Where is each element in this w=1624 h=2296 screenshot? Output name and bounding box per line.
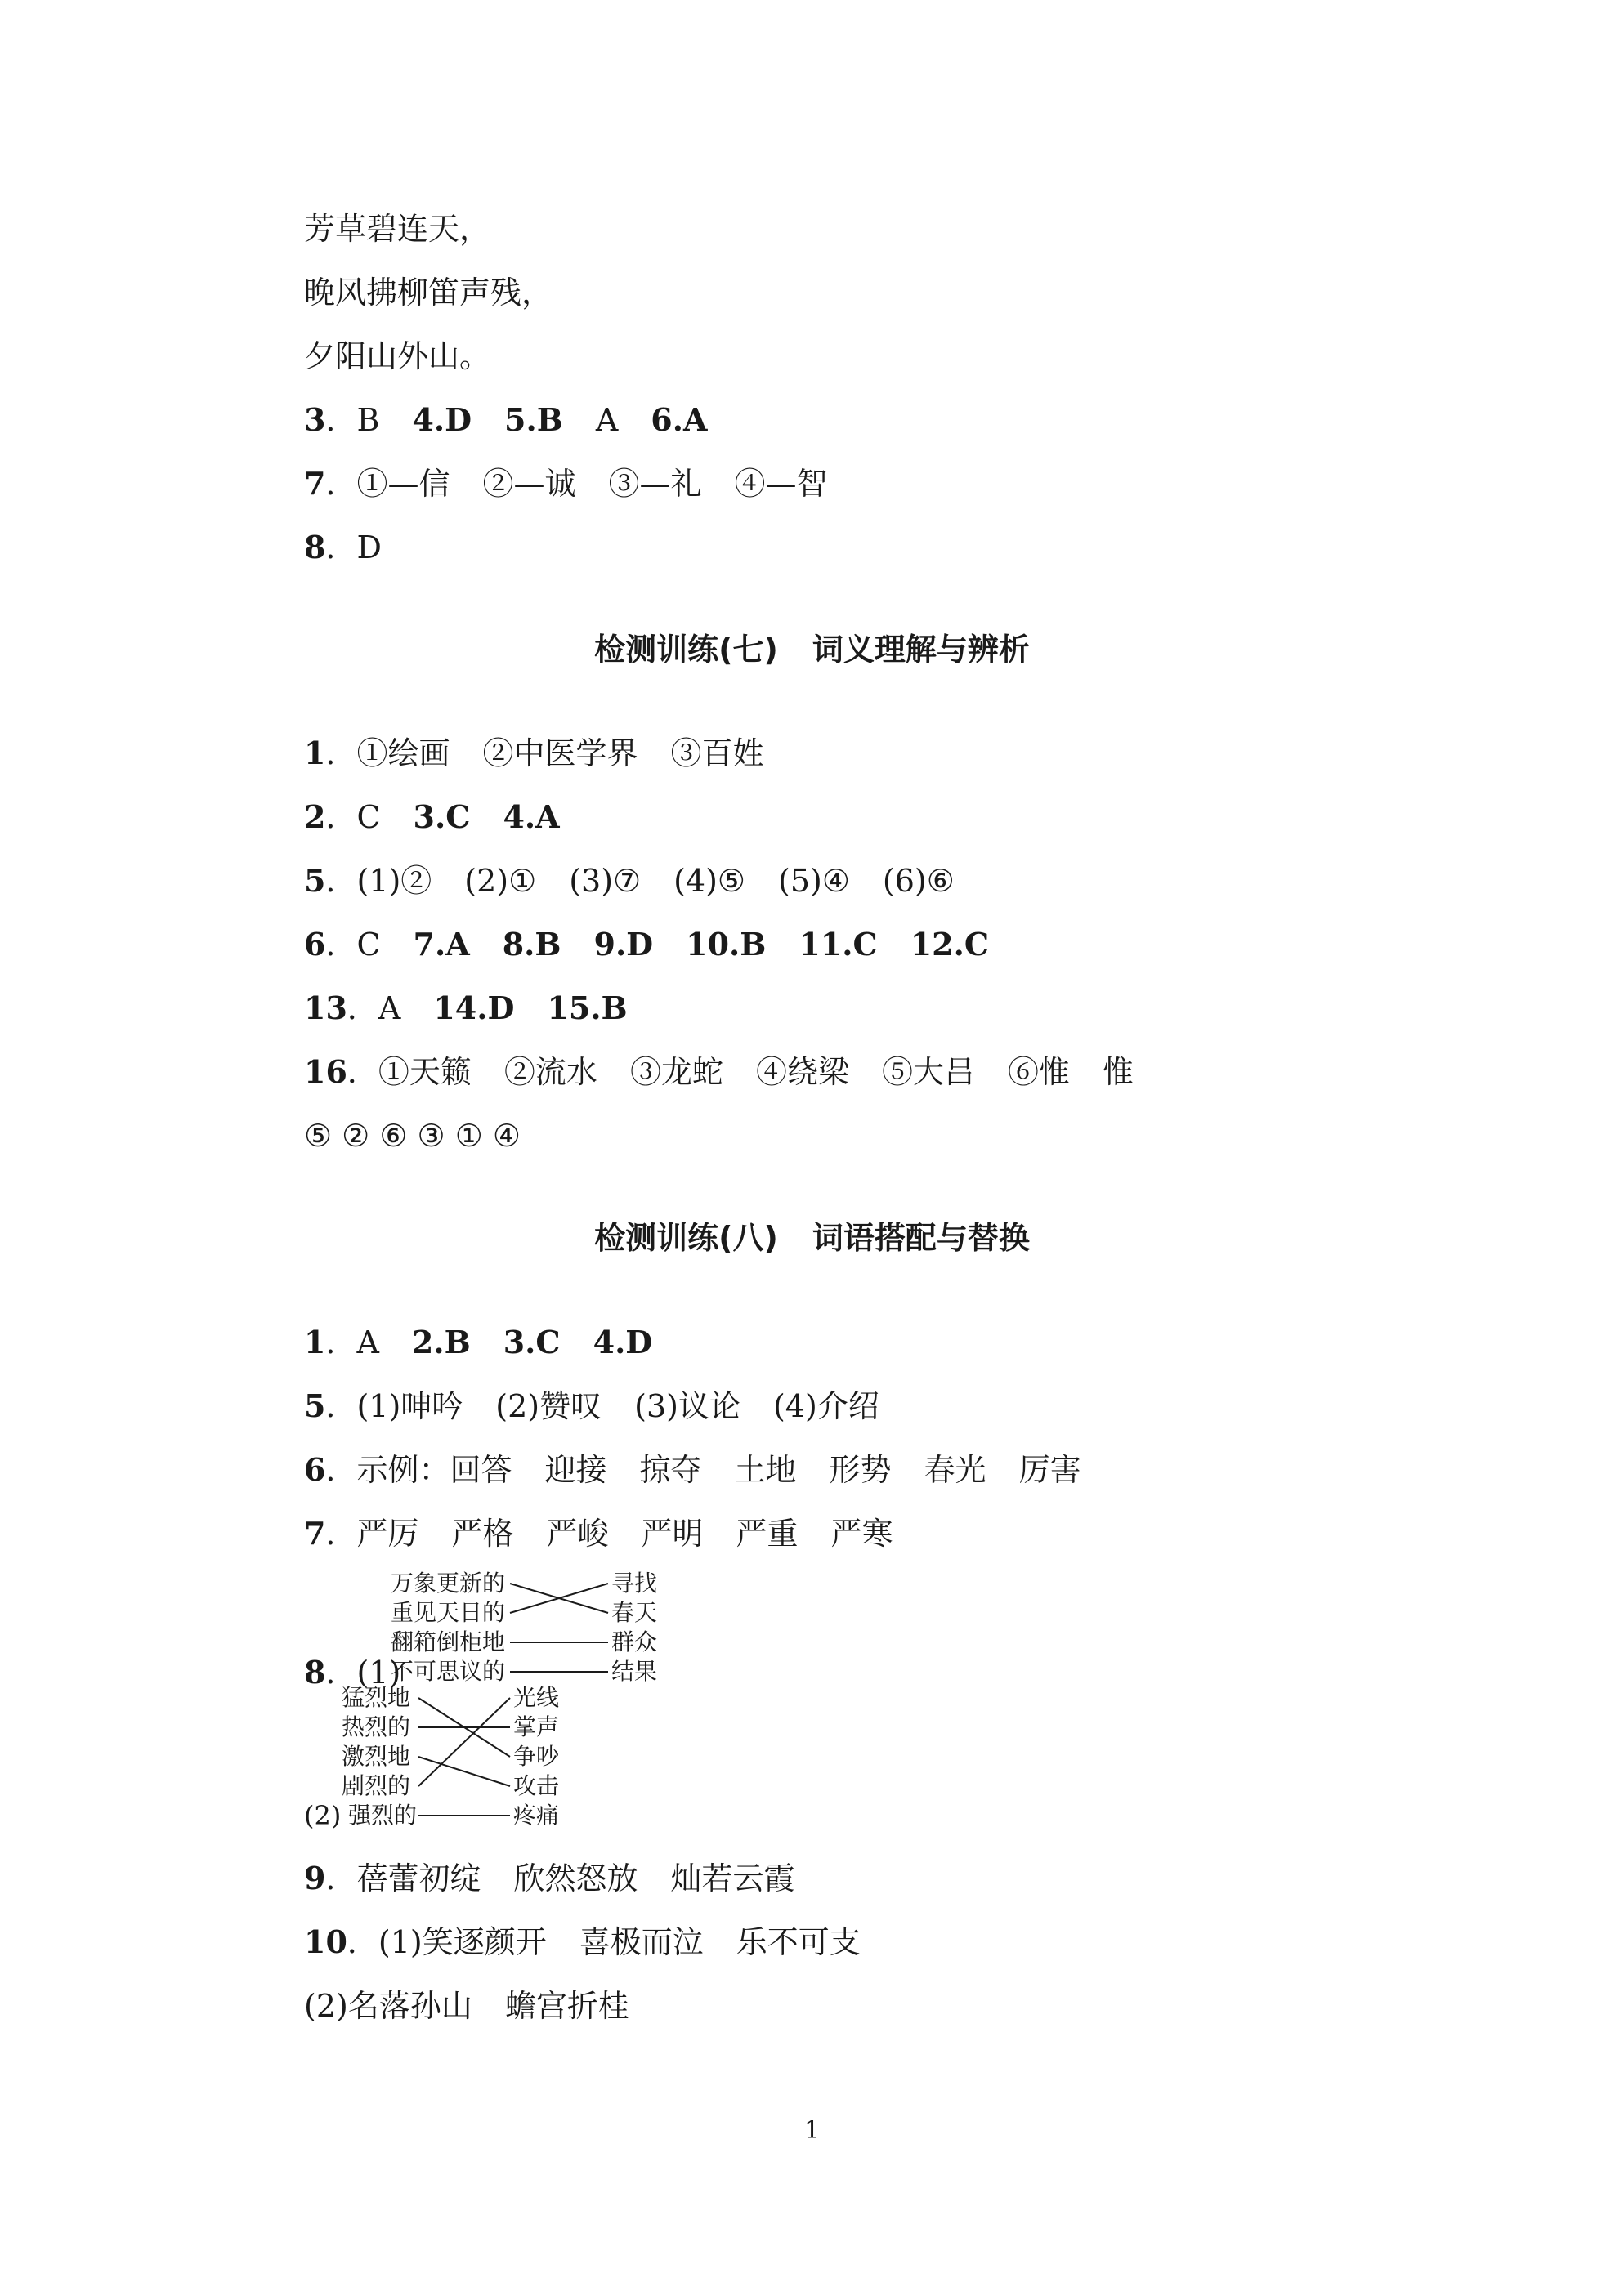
match-left-2-5: 强烈的 (348, 1802, 418, 1829)
match-left-2-1: 猛烈地 (342, 1684, 411, 1711)
match-line (418, 1698, 510, 1786)
answer-row-7-q13: 13．A 14.D 15.B (304, 989, 628, 1026)
match-lines-1 (391, 1570, 669, 1693)
poem-line-1: 芳草碧连天， (304, 211, 491, 247)
match-right-1-2: 春天 (611, 1599, 658, 1626)
answer-row-8-q6: 6．示例：回答 迎接 掠夺 土地 形势 春光 厉害 (304, 1451, 1081, 1488)
match-right-1-3: 群众 (611, 1628, 658, 1655)
section-heading-7: 检测训练(七) 词义理解与辨析 (594, 632, 1030, 668)
match-right-1-1: 寻找 (611, 1570, 658, 1597)
answer-row-8-q8: 8．(1) (304, 1654, 401, 1691)
match-right-2-5: 疼痛 (513, 1802, 560, 1829)
answer-row-q8: 8．D (304, 529, 382, 565)
match-left-2-3: 激烈地 (342, 1743, 411, 1770)
match-right-2-4: 攻击 (513, 1772, 560, 1799)
match-left-2-2: 热烈的 (342, 1713, 411, 1740)
match-right-2-1: 光线 (513, 1684, 560, 1711)
answer-row-8-q1: 1．A 2.B 3.C 4.D (304, 1324, 653, 1360)
answer-row-8-q5: 5．(1)呻吟 (2)赞叹 (3)议论 (4)介绍 (304, 1387, 879, 1424)
answer-row-8-q7: 7．严厉 严格 严峻 严明 严重 严寒 (304, 1515, 893, 1552)
answer-row-8-q9: 9．蓓蕾初绽 欣然怒放 灿若云霞 (304, 1860, 795, 1896)
match-right-2-3: 争吵 (513, 1743, 560, 1770)
poem-line-2: 晚风拂柳笛声残， (304, 275, 553, 310)
answer-row-7-q16-order: ⑤ ② ⑥ ③ ① ④ (304, 1118, 521, 1154)
answer-row-7-q16: 16．①天籁 ②流水 ③龙蛇 ④绕梁 ⑤大吕 ⑥惟 惟 (304, 1053, 1134, 1090)
match-right-2-2: 掌声 (513, 1713, 560, 1740)
match-right-1-4: 结果 (611, 1658, 658, 1685)
answer-row-7-q5: 5．(1)② (2)① (3)⑦ (4)⑤ (5)④ (6)⑥ (304, 862, 955, 899)
page-number: 1 (803, 2116, 821, 2145)
answer-row-8-q10-part2: (2)名落孙山 蟾宫折桂 (304, 1988, 629, 2024)
match-line (418, 1757, 510, 1786)
match-left-1-2: 重见天日的 (391, 1599, 506, 1626)
answer-row-7-q6: 6．C 7.A 8.B 9.D 10.B 11.C 12.C (304, 926, 990, 963)
match-left-2-4: 剧烈的 (342, 1772, 411, 1799)
answer-row-7-q2: 2．C 3.C 4.A (304, 798, 560, 835)
match-lines-2 (304, 1685, 598, 1840)
match-left-1-3: 翻箱倒柜地 (391, 1628, 506, 1655)
match-left-1-4: 不可思议的 (391, 1658, 506, 1685)
answer-row-8-q10: 10．(1)笑逐颜开 喜极而泣 乐不可支 (304, 1923, 861, 1960)
matching-diagram-2 (304, 1685, 598, 1840)
match-label-2: (2) (304, 1800, 342, 1831)
section-heading-8: 检测训练(八) 词语搭配与替换 (594, 1220, 1030, 1256)
answer-row-q3: 3．B 4.D 5.B A 6.A (304, 401, 708, 438)
matching-diagram-1 (391, 1570, 669, 1693)
answer-row-7-q1: 1．①绘画 ②中医学界 ③百姓 (304, 735, 764, 771)
answer-row-q7: 7．①—信 ②—诚 ③—礼 ④—智 (304, 465, 828, 502)
poem-line-3: 夕阳山外山。 (304, 338, 491, 374)
match-left-1-1: 万象更新的 (391, 1570, 506, 1597)
